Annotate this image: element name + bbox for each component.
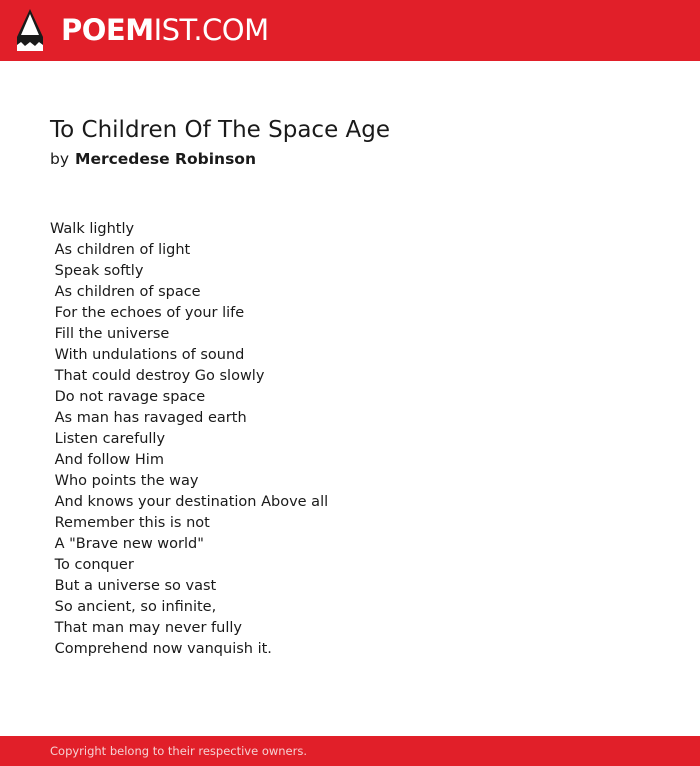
poem-line: As children of space: [50, 284, 201, 300]
poem-line: Do not ravage space: [50, 389, 206, 405]
copyright-notice: Copyright belong to their respective owners.: [50, 744, 308, 758]
site-name: [61, 12, 269, 47]
poem-line: To conquer: [50, 557, 134, 573]
site-footer: [0, 736, 700, 766]
byline: [50, 150, 256, 168]
poem-line: Fill the universe: [50, 326, 170, 342]
site-header: [0, 0, 700, 61]
poem-line: For the echoes of your life: [50, 305, 245, 321]
poem-line: Who points the way: [50, 473, 199, 489]
poem-line: So ancient, so infinite,: [50, 599, 217, 615]
poem-line: That man may never fully: [50, 620, 242, 636]
poem-line: As children of light: [50, 242, 191, 258]
poem-title: To Children Of The Space Age: [50, 117, 391, 143]
poem-line: Speak softly: [50, 263, 144, 279]
poem-body: [50, 219, 328, 660]
author-link[interactable]: Mercedese Robinson: [75, 150, 256, 168]
poem-line: Remember this is not: [50, 515, 210, 531]
poem-line: That could destroy Go slowly: [50, 368, 265, 384]
poem-line: But a universe so vast: [50, 578, 217, 594]
poem-line: And follow Him: [50, 452, 164, 468]
site-name-bold: POEM: [61, 12, 154, 47]
poem-line: As man has ravaged earth: [50, 410, 247, 426]
poem-line: With undulations of sound: [50, 347, 245, 363]
poem-line: A "Brave new world": [50, 536, 204, 552]
poem-line: Walk lightly: [50, 221, 135, 237]
by-label: by: [50, 150, 70, 168]
poem-line: Listen carefully: [50, 431, 166, 447]
site-logo-link[interactable]: [17, 9, 269, 51]
site-name-light: IST.COM: [153, 12, 269, 47]
poem-line: And knows your destination Above all: [50, 494, 329, 510]
poem-line: Comprehend now vanquish it.: [50, 641, 272, 657]
pen-nib-icon: [17, 9, 43, 51]
